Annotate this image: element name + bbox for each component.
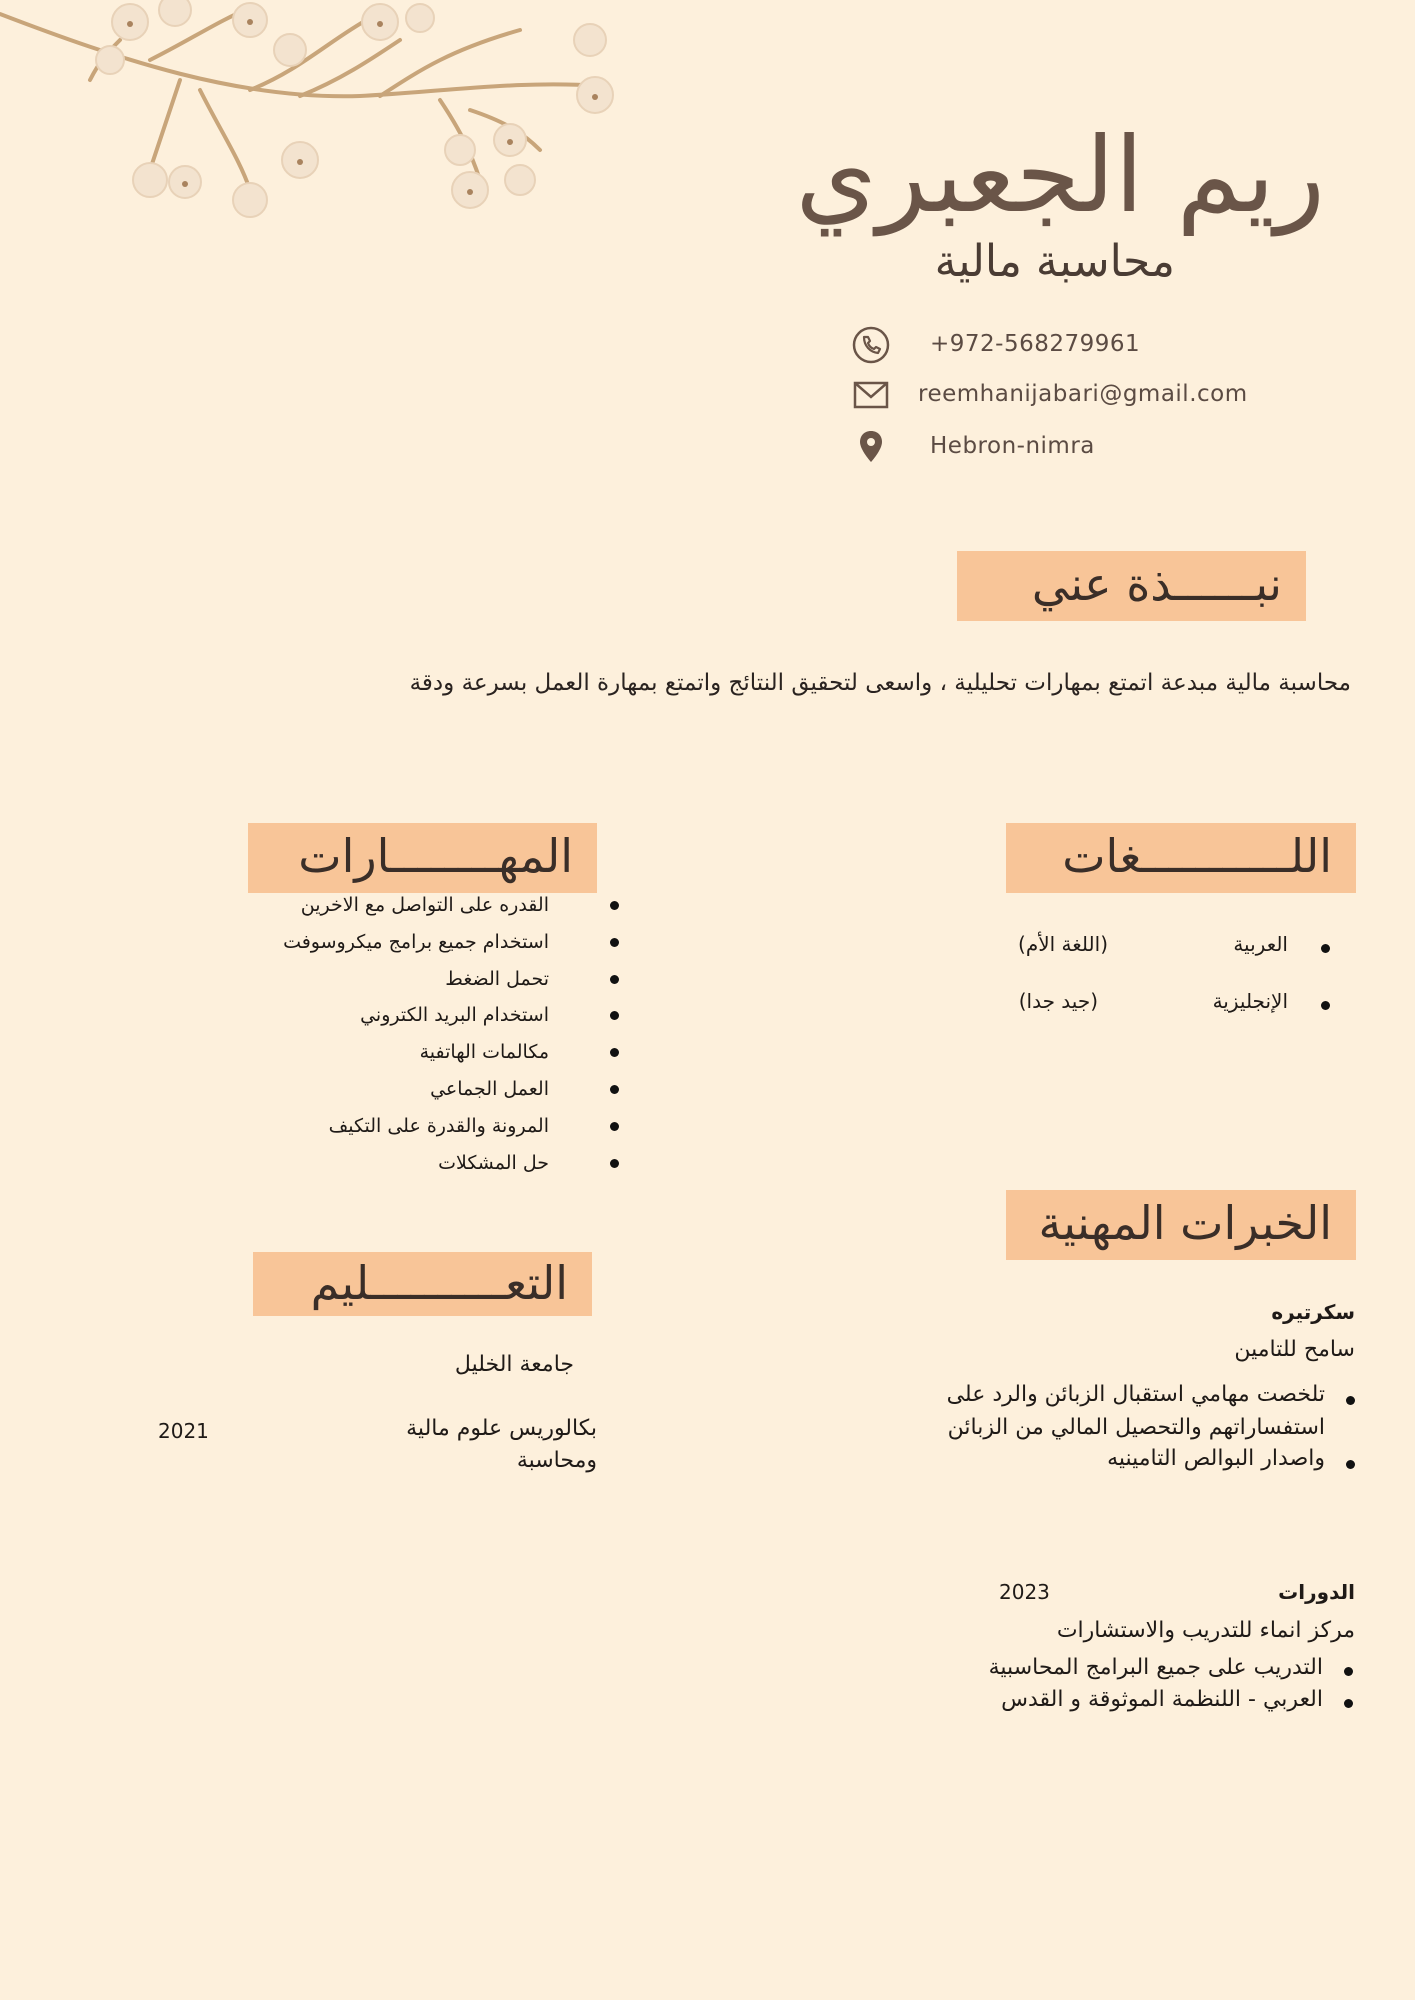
skill-text: تحمل الضغط [445,967,549,990]
floral-branch-decoration [0,0,640,260]
about-summary: محاسبة مالية مبدعة اتمتع بمهارات تحليلية ، واسعى لتحقيق النتائج واتمتع بمهارة العمل بسرعة ودقة [409,670,1351,696]
education-degree-line1: بكالوريس علوم مالية [406,1416,597,1441]
bullet-dot [610,975,619,984]
bullet-dot [1346,1396,1355,1405]
courses-center: مركز انماء للتدريب والاستشارات [1056,1618,1355,1643]
list-item [283,1039,589,1076]
bullet-dot [1344,1667,1353,1676]
skills-list [283,892,589,1186]
skill-text: القدره على التواصل مع الاخرين [300,894,549,916]
list-item [283,1002,589,1039]
experience-bullet-line: استفساراتهم والتحصيل المالي من الزبائن [947,1415,1325,1440]
courses-heading: الدورات [1278,1580,1355,1604]
mail-icon [850,374,892,416]
job-title: محاسبة مالية [934,236,1175,287]
candidate-name: ريم الجعبري [795,114,1325,236]
language-item [990,989,1330,1019]
education-heading-box [253,1252,592,1316]
experience-bullet-line: تلخصت مهامي استقبال الزبائن والرد على [946,1382,1325,1407]
bullet-dot [610,1011,619,1020]
language-name: العربية [1233,932,1288,956]
list-item [283,966,589,1003]
bullet-dot [610,901,619,910]
experience-bullet-line: واصدار البوالص التامينيه [1107,1446,1325,1471]
language-level: (اللغة الأم) [1018,932,1108,956]
about-heading: نبــــــذة عني [1031,557,1282,611]
phone-number: +972-568279961 [930,331,1141,357]
bullet-dot [610,1122,619,1131]
courses-bullet: التدريب على جميع البرامج المحاسبية [988,1655,1323,1680]
email-address: reemhanijabari@gmail.com [918,381,1248,407]
language-name: الإنجليزية [1212,989,1288,1013]
courses-year: 2023 [999,1580,1050,1604]
skills-heading: المهــــــــارات [298,829,573,883]
skill-text: العمل الجماعي [430,1077,549,1100]
bullet-dot [610,1085,619,1094]
education-year: 2021 [158,1419,209,1443]
experience-heading: الخبرات المهنية [1038,1196,1332,1250]
contact-location-row [850,426,1300,468]
skills-heading-box [248,823,597,893]
list-item [283,1150,589,1187]
bullet-dot [1344,1699,1353,1708]
location-pin-icon [850,426,892,468]
contact-email-row [850,374,1300,416]
list-item [283,1076,589,1113]
bullet-dot [610,938,619,947]
experience-heading-box [1006,1190,1356,1260]
bullet-dot [1321,944,1330,953]
list-item [283,892,589,929]
education-heading: التعــــــــــليم [310,1256,568,1310]
education-degree-line2: ومحاسبة [516,1448,597,1473]
list-item [283,1113,589,1150]
about-heading-box [957,551,1306,621]
skill-text: استخدام البريد الكتروني [360,1004,549,1027]
skill-text: المرونة والقدرة على التكيف [328,1114,549,1137]
experience-company: سامح للتامين [1234,1337,1355,1362]
bullet-dot [1321,1001,1330,1010]
bullet-dot [610,1159,619,1168]
education-university: جامعة الخليل [454,1352,574,1377]
skill-text: استخدام جميع برامج ميكروسوفت [283,930,549,953]
skill-text: حل المشكلات [438,1151,549,1174]
location-text: Hebron-nimra [930,433,1095,459]
contact-phone-row [850,324,1300,366]
courses-bullet: العربي - اللنظمة الموثوقة و القدس [1001,1687,1323,1712]
experience-role: سكرتيره [1271,1300,1355,1324]
list-item [283,929,589,966]
language-level: (جيد جدا) [1018,989,1098,1013]
phone-icon [850,324,892,366]
skill-text: مكالمات الهاتفية [419,1041,549,1064]
languages-heading-box [1006,823,1356,893]
languages-heading: اللـــــــــــغات [1062,829,1332,883]
bullet-dot [1346,1460,1355,1469]
language-item [990,932,1330,962]
bullet-dot [610,1048,619,1057]
